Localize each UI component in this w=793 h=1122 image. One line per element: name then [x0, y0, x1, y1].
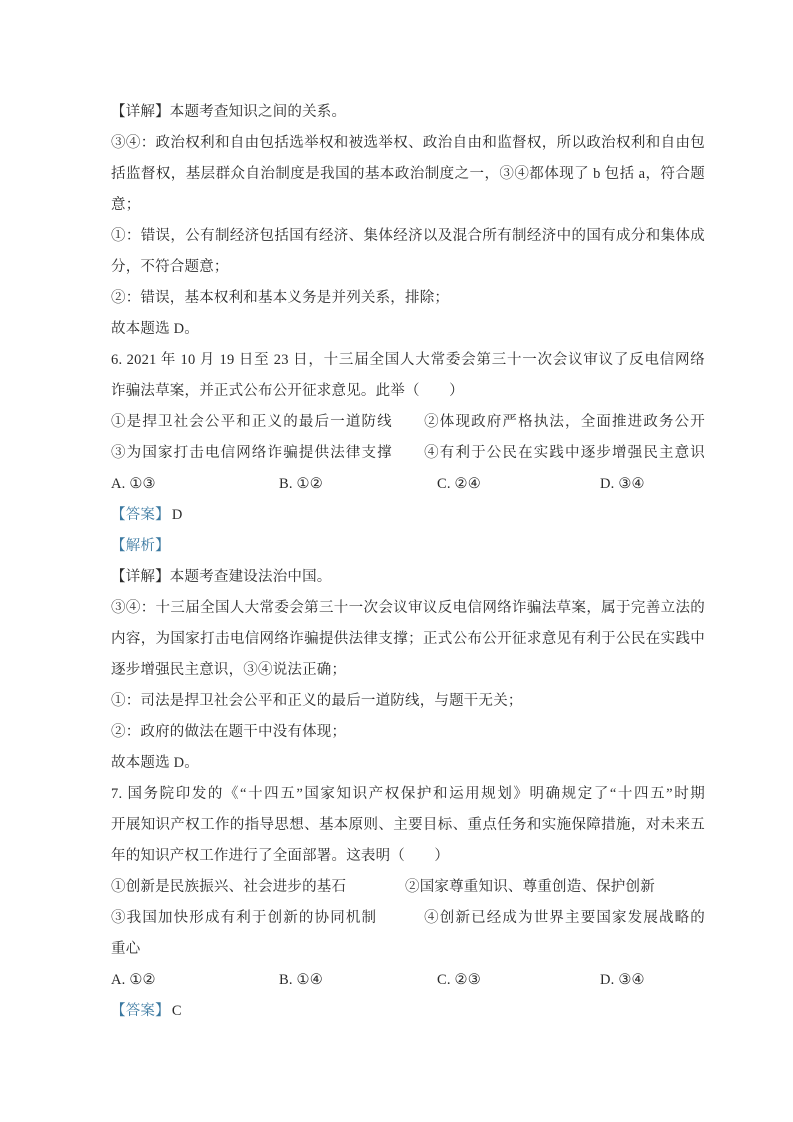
q5-point-34-line1: ③④：政治权利和自由包括选举权和被选举权、政治自由和监督权，所以政治权利和自由包 [111, 135, 705, 151]
q5-conclusion: 故本题选 D。 [111, 321, 199, 337]
q6-point-34-line2: 内容，为国家打击电信网络诈骗提供法律支撑；正式公布公开征求意见有利于公民在实践中 [111, 631, 705, 647]
q7-stem-line2: 开展知识产权工作的指导思想、基本原则、主要目标、重点任务和实施保障措施，对未来五 [111, 817, 705, 833]
q6-option-a: A. ①③ [111, 476, 156, 492]
q7-option-c: C. ②③ [437, 972, 481, 988]
q6-option-b: B. ①② [279, 476, 323, 492]
q6-analysis-label: 【解析】 [111, 538, 170, 554]
q6-point-34-line3: 逐步增强民主意识，③④说法正确； [111, 662, 347, 678]
q7-option-a: A. ①② [111, 972, 156, 988]
q5-detail-heading: 【详解】本题考查知识之间的关系。 [111, 104, 347, 120]
q7-options-row [111, 965, 705, 996]
q7-option-d: D. ③④ [600, 972, 645, 988]
q6-point-2: ②：政府的做法在题干中没有体现； [111, 724, 347, 740]
q6-option-c: C. ②④ [437, 476, 481, 492]
q6-point-34-line1: ③④：十三届全国人大常委会第三十一次会议审议反电信网络诈骗法草案，属于完善立法的 [111, 600, 705, 616]
q7-answer-label: 【答案】 [111, 1003, 170, 1019]
document-content [111, 97, 705, 1027]
q7-answer-line [111, 996, 705, 1027]
q6-stem-line1: 6. 2021 年 10 月 19 日至 23 日，十三届全国人大常委会第三十一次会议审议了反电信网络 [111, 352, 705, 368]
q6-detail-heading: 【详解】本题考查建设法治中国。 [111, 569, 332, 585]
q5-point-34-line2: 括监督权，基层群众自治制度是我国的基本政治制度之一，③④都体现了 b 包括 a，符合题 [111, 166, 705, 182]
q5-point-2: ②：错误，基本权利和基本义务是并列关系，排除； [111, 290, 450, 306]
q6-stem-line2: 诈骗法草案，并正式公布公开征求意见。此举（ ） [111, 383, 464, 399]
q7-choices-line3: 重心 [111, 941, 141, 957]
q7-option-b: B. ①④ [279, 972, 323, 988]
q6-answer-value: D [171, 507, 183, 523]
q7-stem-line3: 年的知识产权工作进行了全面部署。这表明（ ） [111, 848, 450, 864]
q6-option-d: D. ③④ [600, 476, 645, 492]
q6-analysis-line [111, 531, 705, 562]
q6-conclusion: 故本题选 D。 [111, 755, 199, 771]
q5-point-1-line1: ①：错误，公有制经济包括国有经济、集体经济以及混合所有制经济中的国有成分和集体成 [111, 228, 705, 244]
q5-point-1-line2: 分，不符合题意； [111, 259, 229, 275]
q6-options-row [111, 469, 705, 500]
q6-choices-line1: ①是捍卫社会公平和正义的最后一道防线 ②体现政府严格执法，全面推进政务公开 [111, 414, 705, 430]
q7-answer-value: C [171, 1003, 182, 1019]
q5-point-34-line3: 意； [111, 197, 141, 213]
q7-stem-line1: 7. 国务院印发的《“十四五”国家知识产权保护和运用规划》明确规定了“十四五”时期 [111, 786, 705, 802]
q6-answer-line [111, 500, 705, 531]
q7-choices-line2: ③我国加快形成有利于创新的协同机制 ④创新已经成为世界主要国家发展战略的 [111, 910, 705, 926]
q6-point-1: ①：司法是捍卫社会公平和正义的最后一道防线，与题干无关； [111, 693, 523, 709]
q6-choices-line2: ③为国家打击电信网络诈骗提供法律支撑 ④有利于公民在实践中逐步增强民主意识 [111, 445, 705, 461]
q6-answer-label: 【答案】 [111, 507, 170, 523]
q7-choices-line1: ①创新是民族振兴、社会进步的基石 ②国家尊重知识、尊重创造、保护创新 [111, 879, 655, 895]
